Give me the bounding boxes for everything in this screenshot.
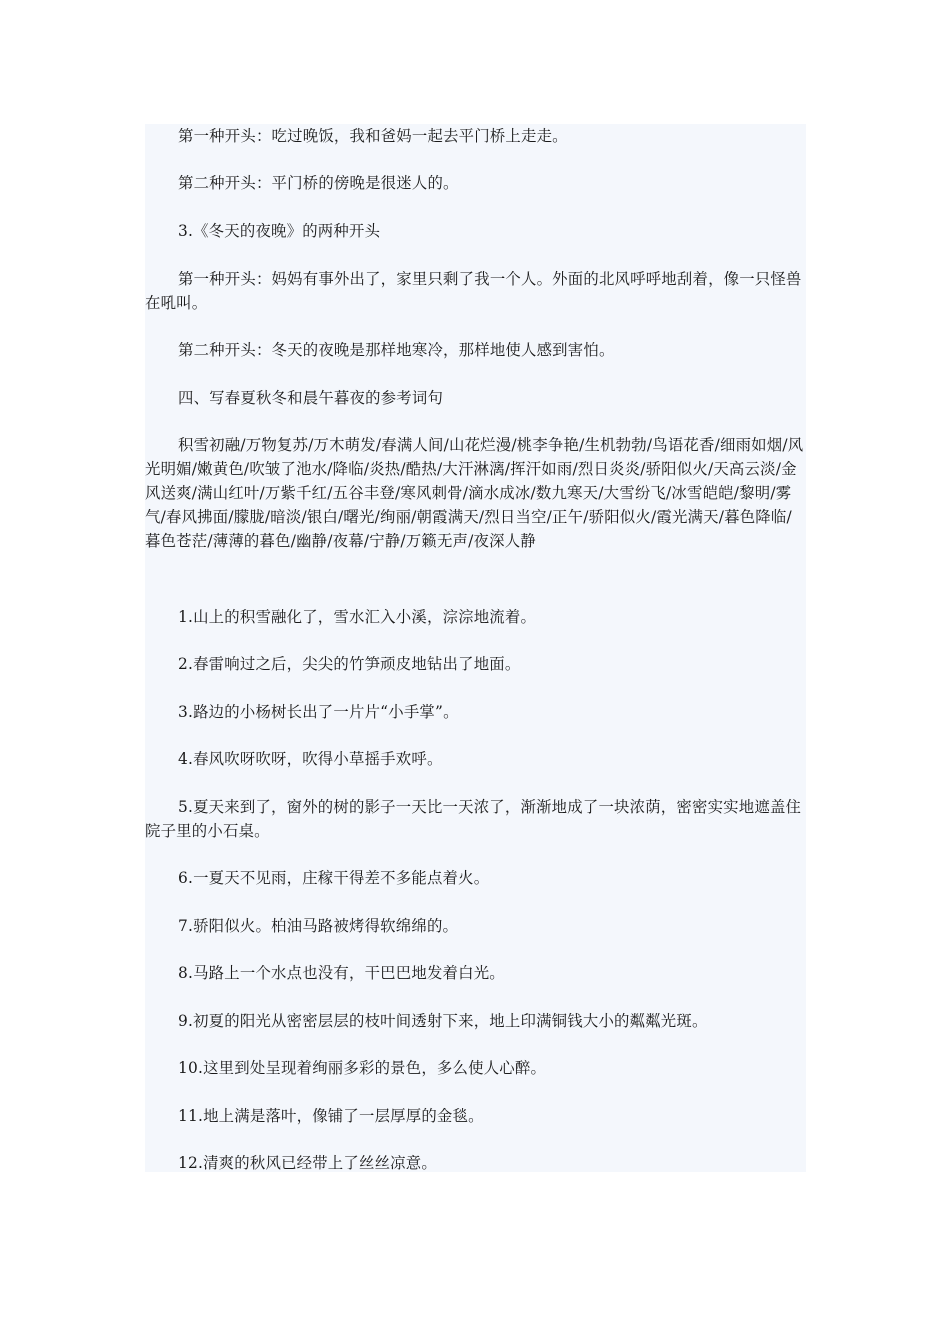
word-list-paragraph: 积雪初融/万物复苏/万木萌发/春满人间/山花烂漫/桃李争艳/生机勃勃/鸟语花香/细雨如烟/风光明媚/嫩黄色/吹皱了池水/降临/炎热/酷热/大汗淋漓/挥汗如雨/烈日炎炎/骄阳似火/天高云淡/金风送爽/满山红叶/万紫千红/五谷丰登/寒风刺骨/滴水成冰/数九寒天/大雪纷飞/冰雪皑皑/黎明/雾气/春风拂面/朦胧/暗淡/银白/曙光/绚丽/朝霞满天/烈日当空/正午/骄阳似火/霞光满天/暮色降临/暮色苍茫/薄薄的暮色/幽静/夜幕/宁静/万籁无声/夜深人静 bbox=[145, 436, 804, 550]
sentence-10: 10.这里到处呈现着绚丽多彩的景色，多么使人心醉。 bbox=[178, 1059, 547, 1077]
sentence-5: 5.夏天来到了，窗外的树的影子一天比一天浓了，渐渐地成了一块浓荫，密密实实地遮盖住院子里的小石桌。 bbox=[145, 798, 802, 840]
paragraph-1: 第一种开头：吃过晚饭，我和爸妈一起去平门桥上走走。 bbox=[178, 127, 568, 145]
sentence-11: 11.地上满是落叶，像铺了一层厚厚的金毯。 bbox=[178, 1107, 484, 1125]
section-heading-seasons: 四、写春夏秋冬和晨午暮夜的参考词句 bbox=[178, 389, 444, 407]
document-content-panel bbox=[145, 124, 806, 1172]
sentence-2: 2.春雷响过之后，尖尖的竹笋顽皮地钻出了地面。 bbox=[178, 655, 521, 673]
sentence-12: 12.清爽的秋风已经带上了丝丝凉意。 bbox=[178, 1154, 437, 1172]
sentence-6: 6.一夏天不见雨，庄稼干得差不多能点着火。 bbox=[178, 869, 490, 887]
paragraph-3: 第一种开头：妈妈有事外出了，家里只剩了我一个人。外面的北风呼呼地刮着，像一只怪兽在吼叫。 bbox=[145, 270, 802, 312]
paragraph-4: 第二种开头：冬天的夜晚是那样地寒冷，那样地使人感到害怕。 bbox=[178, 341, 615, 359]
sentence-3: 3.路边的小杨树长出了一片片“小手掌”。 bbox=[178, 703, 459, 721]
paragraph-2: 第二种开头：平门桥的傍晚是很迷人的。 bbox=[178, 174, 459, 192]
sentence-9: 9.初夏的阳光从密密层层的枝叶间透射下来，地上印满铜钱大小的粼粼光斑。 bbox=[178, 1012, 708, 1030]
sentence-1: 1.山上的积雪融化了，雪水汇入小溪，淙淙地流着。 bbox=[178, 608, 537, 626]
sentence-7: 7.骄阳似火。柏油马路被烤得软绵绵的。 bbox=[178, 917, 459, 935]
sentence-8: 8.马路上一个水点也没有，干巴巴地发着白光。 bbox=[178, 964, 505, 982]
section-heading-winter-night: 3.《冬天的夜晚》的两种开头 bbox=[178, 222, 381, 240]
sentence-4: 4.春风吹呀吹呀，吹得小草摇手欢呼。 bbox=[178, 750, 443, 768]
